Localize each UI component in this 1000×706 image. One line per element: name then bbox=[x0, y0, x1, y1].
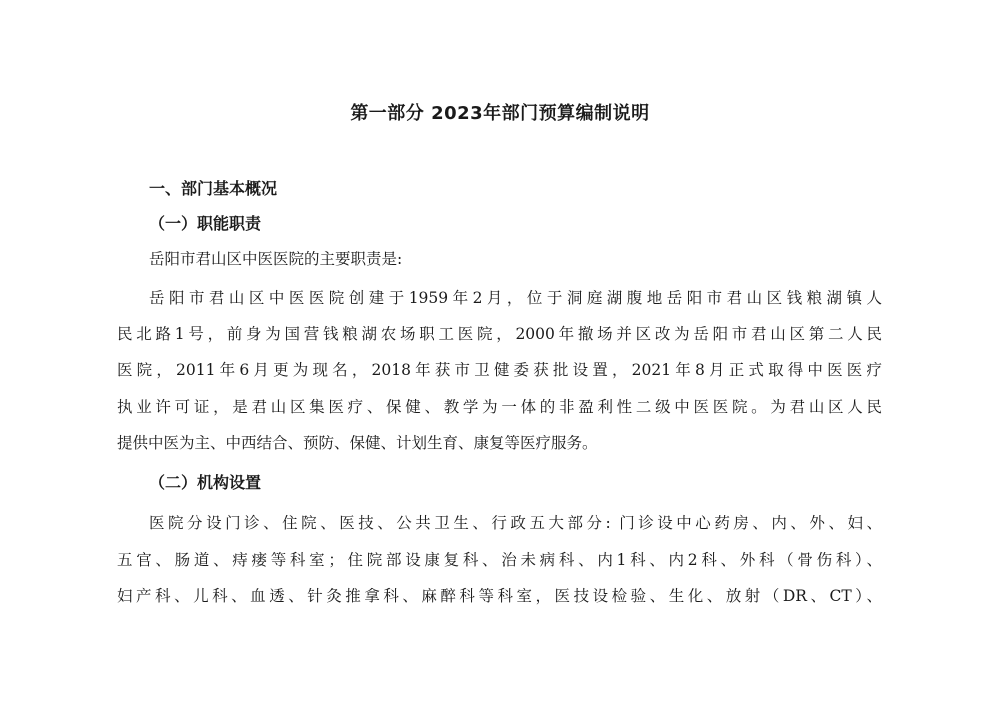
paragraph-line: 五官、肠道、痔瘘等科室；住院部设康复科、治未病科、内1科、内2科、外科（骨伤科）、 bbox=[117, 551, 882, 569]
paragraph-line: 民北路1号，前身为国营钱粮湖农场职工医院，2000年撤场并区改为岳阳市君山区第二人民 bbox=[117, 325, 882, 343]
paragraph-line: 医院，2011年6月更为现名，2018年获市卫健委获批设置，2021年8月正式取得中医医疗 bbox=[117, 361, 882, 379]
section-heading-basic-overview: 一、部门基本概况 bbox=[149, 179, 278, 198]
paragraph-line: 提供中医为主、中西结合、预防、保健、计划生育、康复等医疗服务。 bbox=[117, 434, 598, 452]
paragraph-line: 执业许可证，是君山区集医疗、保健、教学为一体的非盈利性二级中医医院。为君山区人民 bbox=[117, 398, 882, 416]
intro-text: 岳阳市君山区中医医院的主要职责是: bbox=[149, 250, 403, 268]
page-title: 第一部分 2023年部门预算编制说明 bbox=[350, 103, 650, 124]
paragraph-line: 岳阳市君山区中医医院创建于1959年2月，位于洞庭湖腹地岳阳市君山区钱粮湖镇人 bbox=[149, 289, 882, 307]
subsection-heading-functions: （一）职能职责 bbox=[149, 214, 262, 233]
subsection-heading-organization: （二）机构设置 bbox=[149, 473, 262, 492]
paragraph-line: 医院分设门诊、住院、医技、公共卫生、行政五大部分: 门诊设中心药房、内、外、妇、 bbox=[149, 514, 882, 532]
paragraph-line: 妇产科、儿科、血透、针灸推拿科、麻醉科等科室，医技设检验、生化、放射（DR、CT）、 bbox=[117, 587, 882, 605]
